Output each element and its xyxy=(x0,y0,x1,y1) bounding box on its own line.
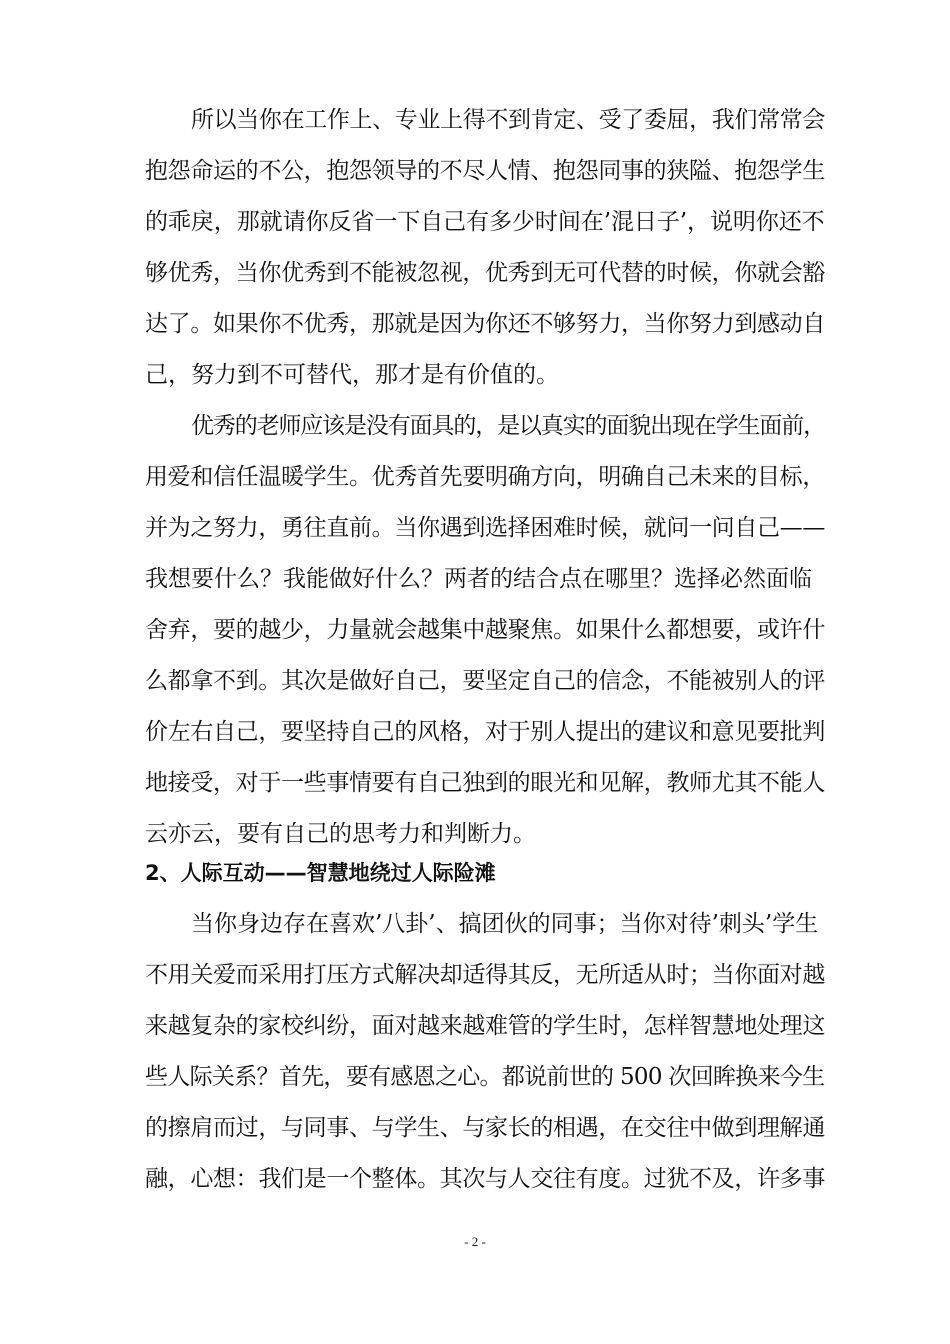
text-line: 我想要什么？我能做好什么？两者的结合点在哪里？选择必然面临 xyxy=(145,566,812,592)
text-line: 不用关爱而采用打压方式解决却适得其反，无所适从时；当你面对越 xyxy=(145,962,826,988)
text-line: 达了。如果你不优秀，那就是因为你还不够努力，当你努力到感动自 xyxy=(145,311,826,337)
text-line: 地接受，对于一些事情要有自己独到的眼光和见解，教师尤其不能人 xyxy=(145,770,826,796)
text-line: 优秀的老师应该是没有面具的，是以真实的面貌出现在学生面前， xyxy=(191,413,826,439)
text-line: 价左右自己，要坚持自己的风格，对于别人提出的建议和意见要批判 xyxy=(145,719,826,745)
text-line: 的乖戾，那就请你反省一下自己有多少时间在’混日子’，说明你还不 xyxy=(145,209,825,235)
text-line: 够优秀，当你优秀到不能被忽视，优秀到无可代替的时候，你就会豁 xyxy=(145,260,826,286)
text-line: 些人际关系？首先，要有感恩之心。都说前世的 500 次回眸换来今生 xyxy=(145,1064,825,1090)
text-line: 的擦肩而过，与同事、与学生、与家长的相遇，在交往中做到理解通 xyxy=(145,1115,826,1141)
page-number: - 2 - xyxy=(464,1234,486,1249)
text-line: 己，努力到不可替代，那才是有价值的。 xyxy=(145,362,559,388)
text-line: 来越复杂的家校纠纷，面对越来越难管的学生时，怎样智慧地处理这 xyxy=(145,1013,826,1039)
text-line: 当你身边存在喜欢’八卦’、搞团伙的同事；当你对待’刺头’学生 xyxy=(191,911,819,937)
text-line: 并为之努力，勇往直前。当你遇到选择困难时候，就问一问自己—— xyxy=(145,515,826,541)
text-line: 么都拿不到。其次是做好自己，要坚定自己的信念，不能被别人的评 xyxy=(145,668,826,694)
section-heading: 2、人际互动——智慧地绕过人际险滩 xyxy=(145,861,496,885)
text-line: 云亦云，要有自己的思考力和判断力。 xyxy=(145,821,536,847)
text-line: 所以当你在工作上、专业上得不到肯定、受了委屈，我们常常会 xyxy=(191,107,826,133)
text-line: 舍弃，要的越少，力量就会越集中越聚焦。如果什么都想要，或许什 xyxy=(145,617,826,643)
text-line: 用爱和信任温暖学生。优秀首先要明确方向，明确自己未来的目标， xyxy=(145,464,826,490)
text-line: 抱怨命运的不公，抱怨领导的不尽人情、抱怨同事的狭隘、抱怨学生 xyxy=(145,158,826,184)
text-line: 融，心想：我们是一个整体。其次与人交往有度。过犹不及，许多事 xyxy=(145,1166,826,1192)
